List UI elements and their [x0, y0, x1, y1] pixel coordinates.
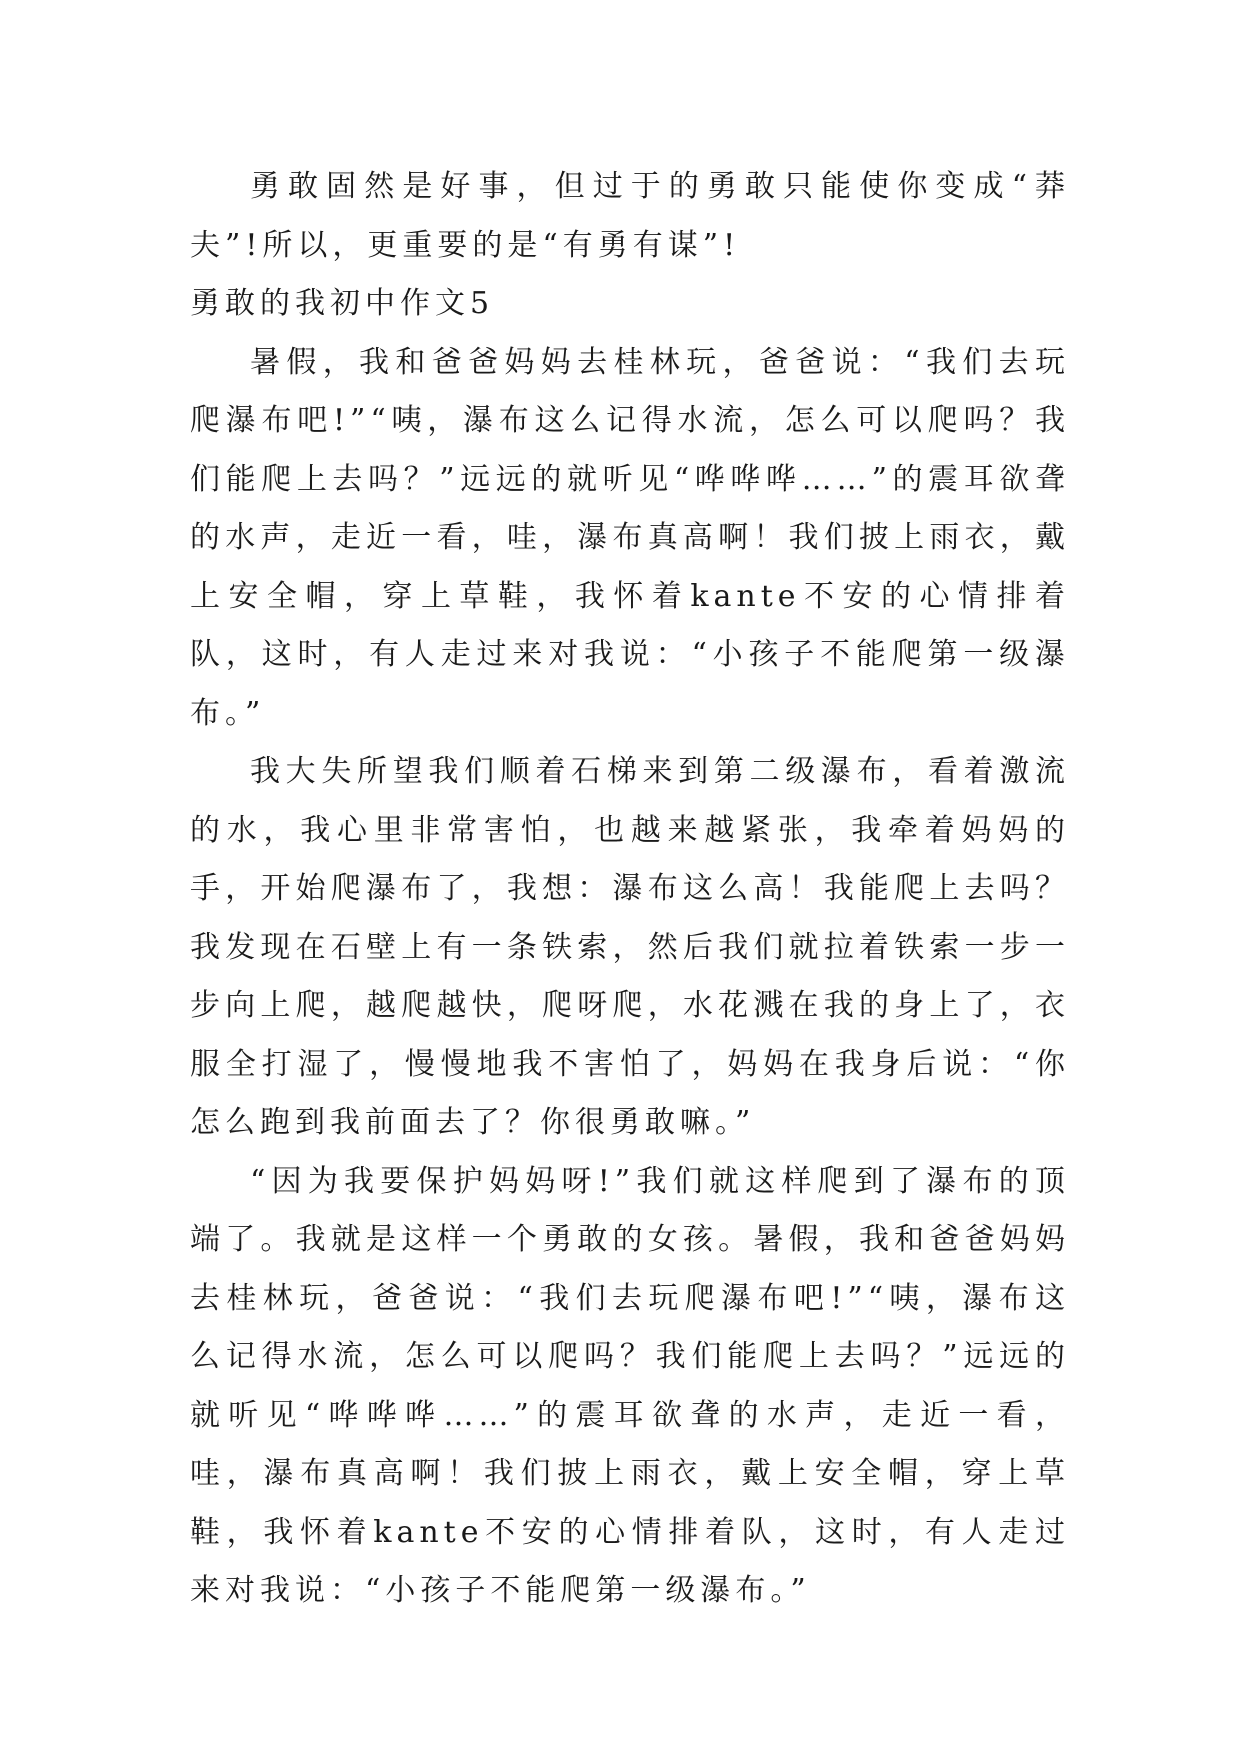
paragraph-4: “因为我要保护妈妈呀!”我们就这样爬到了瀑布的顶端了。我就是这样一个勇敢的女孩。暑假，我和爸爸妈妈去桂林玩，爸爸说：“我们去玩爬瀑布吧!”“咦，瀑布这么记得水流，怎么可以爬吗？我们能爬上去吗？”远远的就听见“哗哗哗……”的震耳欲聋的水声，走近一看，哇，瀑布真高啊！我们披上雨衣，戴上安全帽，穿上草鞋，我怀着kante不安的心情排着队，这时，有人走过来对我说：“小孩子不能爬第一级瀑布。” — [190, 1163, 1070, 1608]
paragraph-1: 勇敢固然是好事，但过于的勇敢只能使你变成“莽夫”!所以，更重要的是“有勇有谋”! — [190, 169, 1070, 263]
paragraph-3: 我大失所望我们顺着石梯来到第二级瀑布，看着激流的水，我心里非常害怕，也越来越紧张，我牵着妈妈的手，开始爬瀑布了，我想：瀑布这么高！我能爬上去吗？我发现在石壁上有一条铁索，然后我们就拉着铁索一步一步向上爬，越爬越快，爬呀爬，水花溅在我的身上了，衣服全打湿了，慢慢地我不害怕了，妈妈在我身后说：“你怎么跑到我前面去了？你很勇敢嘛。” — [190, 754, 1070, 1140]
paragraph-2: 暑假，我和爸爸妈妈去桂林玩，爸爸说：“我们去玩爬瀑布吧!”“咦，瀑布这么记得水流，怎么可以爬吗？我们能爬上去吗？”远远的就听见“哗哗哗……”的震耳欲聋的水声，走近一看，哇，瀑布真高啊！我们披上雨衣，戴上安全帽，穿上草鞋，我怀着kante不安的心情排着队，这时，有人走过来对我说：“小孩子不能爬第一级瀑布。” — [190, 344, 1070, 731]
document-body — [190, 158, 1070, 1621]
essay-heading: 勇敢的我初中作文5 — [190, 286, 495, 321]
